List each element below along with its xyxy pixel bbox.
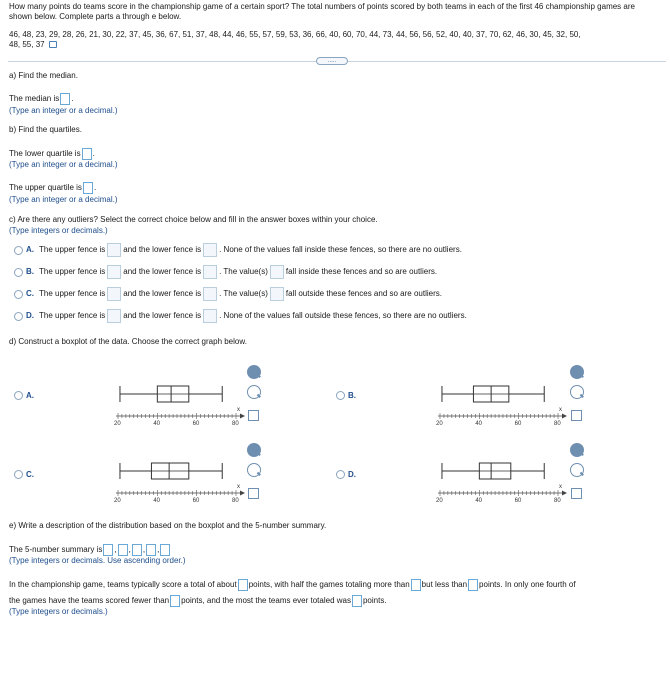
summary-input-4[interactable] xyxy=(146,544,156,556)
boxplot-d-letter: D. xyxy=(348,470,356,479)
outlier-option-c[interactable]: C. The upper fence is and the lower fence is . The value(s) fall outside these fences and so are outliers. xyxy=(14,287,442,301)
summary-input-5[interactable] xyxy=(160,544,170,556)
upper-quartile-prompt: The upper quartile is xyxy=(9,183,82,193)
lower-quartile-prompt: The lower quartile is xyxy=(9,149,81,159)
option-a-text: None of the values fall inside these fences, so there are no outliers. xyxy=(223,245,462,255)
zoom-in-icon-c[interactable] xyxy=(247,443,261,457)
option-c-lower-label: and the lower fence is xyxy=(123,289,202,299)
x-axis-symbol: x xyxy=(237,484,240,490)
tick-label: 60 xyxy=(514,421,522,427)
most-total-input[interactable] xyxy=(352,595,362,607)
option-a-upper-input[interactable] xyxy=(107,243,121,257)
option-c-text: fall outside these fences and so are outliers. xyxy=(285,289,442,299)
option-d-letter: D. xyxy=(26,311,34,321)
zoom-out-icon-a[interactable] xyxy=(247,385,261,399)
upper-quartile-input[interactable] xyxy=(83,182,93,194)
copy-data-icon[interactable] xyxy=(49,41,57,48)
zoom-out-icon-b[interactable] xyxy=(570,385,584,399)
enlarge-graph-icon-d[interactable] xyxy=(571,488,582,499)
part-b-label: b) Find the quartiles. xyxy=(9,125,82,134)
option-b-lower-input[interactable] xyxy=(203,265,217,279)
boxplot-graph-a xyxy=(110,378,250,428)
tick-label: 60 xyxy=(192,498,200,504)
data-values-line1: 46, 48, 23, 29, 28, 26, 21, 30, 22, 37, 45, 36, 67, 51, 37, 48, 44, 46, 55, 57, 59, 53, 36, 66, 40, 60, 70, 44, 73, 44, 56, 56, 52, 40, 40, 37, 70, 62, 46, 30, 45, 32, 50, xyxy=(9,30,581,39)
option-b-lower-label: and the lower fence is xyxy=(123,267,202,277)
zoom-in-icon-a[interactable] xyxy=(247,365,261,379)
option-d-radio[interactable] xyxy=(14,312,23,321)
boxplot-graph-d xyxy=(432,455,572,505)
description-text-6: points, and the most the teams ever totaled was xyxy=(181,596,351,606)
lower-quartile-input[interactable] xyxy=(82,148,92,160)
upper-quartile-hint: (Type an integer or a decimal.) xyxy=(9,195,118,204)
upper-quartile-row: The upper quartile is . xyxy=(9,183,97,193)
option-d-upper-label: The upper fence is xyxy=(39,311,106,321)
description-text-2: points, with half the games totaling more than xyxy=(248,580,410,590)
tick-label: 80 xyxy=(554,421,561,427)
x-axis-arrow xyxy=(240,414,245,419)
tick-label: 60 xyxy=(192,421,200,427)
boxplot-c-radio[interactable] xyxy=(14,470,23,479)
summary-sep-2: , xyxy=(128,545,131,555)
summary-sep-1: , xyxy=(114,545,117,555)
x-axis-arrow xyxy=(562,491,567,496)
option-a-lower-label: and the lower fence is xyxy=(123,245,202,255)
half-more-input[interactable] xyxy=(411,579,421,591)
option-c-values-input[interactable] xyxy=(270,287,284,301)
x-axis-symbol: x xyxy=(559,407,562,413)
enlarge-graph-icon-c[interactable] xyxy=(248,488,259,499)
boxplot-d-radio[interactable] xyxy=(336,470,345,479)
boxplot-option-c[interactable] xyxy=(14,470,39,480)
five-number-summary-row xyxy=(9,544,171,556)
boxplot-a-letter: A. xyxy=(26,391,34,400)
boxplot-graph-b xyxy=(432,378,572,428)
description-text-1: In the championship game, teams typically score a total of about xyxy=(9,580,237,590)
part-e-label: e) Write a description of the distribution based on the boxplot and the 5-number summary. xyxy=(9,521,327,530)
option-b-letter: B. xyxy=(26,267,34,277)
tick-label: 80 xyxy=(554,498,561,504)
outlier-option-a[interactable]: A. The upper fence is and the lower fence is . None of the values fall inside these fences, so there are no outliers. xyxy=(14,243,462,257)
part-c-hint: (Type integers or decimals.) xyxy=(9,226,108,235)
description-hint: (Type integers or decimals.) xyxy=(9,607,108,616)
part-a-label: a) Find the median. xyxy=(9,71,78,80)
option-b-upper-input[interactable] xyxy=(107,265,121,279)
option-d-upper-input[interactable] xyxy=(107,309,121,323)
option-c-upper-label: The upper fence is xyxy=(39,289,106,299)
fewer-than-input[interactable] xyxy=(170,595,180,607)
median-prompt: The median is xyxy=(9,94,60,104)
option-c-values-label: The value(s) xyxy=(223,289,268,299)
half-less-input[interactable] xyxy=(468,579,478,591)
enlarge-graph-icon-b[interactable] xyxy=(571,410,582,421)
option-d-lower-input[interactable] xyxy=(203,309,217,323)
x-axis-arrow xyxy=(240,491,245,496)
summary-input-1[interactable] xyxy=(103,544,113,556)
option-c-radio[interactable] xyxy=(14,290,23,299)
tick-label: 40 xyxy=(475,421,483,427)
option-d-lower-label: and the lower fence is xyxy=(123,311,202,321)
zoom-in-icon-d[interactable] xyxy=(570,443,584,457)
outlier-option-b[interactable]: B. The upper fence is and the lower fence is . The value(s) fall inside these fences and so are outliers. xyxy=(14,265,437,279)
description-text-7: points. xyxy=(362,596,387,606)
description-text-3: but less than xyxy=(421,580,468,590)
typical-total-input[interactable] xyxy=(238,579,248,591)
tick-label: 40 xyxy=(153,421,161,427)
five-number-prompt: The 5-number summary is xyxy=(9,545,103,555)
tick-label: 80 xyxy=(232,421,239,427)
zoom-out-icon-d[interactable] xyxy=(570,463,584,477)
part-d-label: d) Construct a boxplot of the data. Choose the correct graph below. xyxy=(9,337,247,346)
tick-label: 40 xyxy=(153,498,161,504)
description-line1 xyxy=(9,579,576,591)
option-b-values-label: The value(s) xyxy=(223,267,268,277)
expand-toggle-button[interactable]: ..... xyxy=(316,57,348,65)
tick-label: 20 xyxy=(436,421,443,427)
boxplot-a-radio[interactable] xyxy=(14,391,23,400)
option-c-letter: C. xyxy=(26,289,34,299)
boxplot-c-letter: C. xyxy=(26,470,34,479)
tick-label: 20 xyxy=(114,498,121,504)
part-c-label: c) Are there any outliers? Select the correct choice below and fill in the answer boxes within your choice. xyxy=(9,215,378,224)
tick-label: 40 xyxy=(475,498,483,504)
description-text-4: points. In only one fourth of xyxy=(479,580,576,590)
median-hint: (Type an integer or a decimal.) xyxy=(9,106,118,115)
zoom-in-icon-b[interactable] xyxy=(570,365,584,379)
summary-sep-3: , xyxy=(142,545,146,555)
lower-quartile-row: The lower quartile is . xyxy=(9,149,95,159)
option-b-upper-label: The upper fence is xyxy=(39,267,106,277)
outlier-option-d[interactable]: D. The upper fence is and the lower fence is . None of the values fall outside these fences, so there are no outliers. xyxy=(14,309,467,323)
lower-quartile-hint: (Type an integer or a decimal.) xyxy=(9,160,118,169)
summary-input-2[interactable] xyxy=(118,544,128,556)
x-axis-arrow xyxy=(562,414,567,419)
boxplot-b-radio[interactable] xyxy=(336,391,345,400)
option-d-text: None of the values fall outside these fences, so there are no outliers. xyxy=(223,311,467,321)
question-intro: How many points do teams score in the championship game of a certain sport? The total numbers of points scored by both teams in each of the first 46 championship games are shown below. Complete parts a through e below. xyxy=(9,2,635,21)
option-c-upper-input[interactable] xyxy=(107,287,121,301)
tick-label: 20 xyxy=(436,498,443,504)
option-a-lower-input[interactable] xyxy=(203,243,217,257)
option-a-radio[interactable] xyxy=(14,246,23,255)
option-b-text: fall inside these fences and so are outliers. xyxy=(285,267,438,277)
median-row: The median is . xyxy=(9,94,74,104)
x-axis-symbol: x xyxy=(237,407,240,413)
data-values-line2: 48, 55, 37 xyxy=(9,40,45,49)
boxplot-option-d[interactable] xyxy=(336,470,361,480)
boxplot-graph-c xyxy=(110,455,250,505)
five-number-hint: (Type integers or decimals. Use ascending order.) xyxy=(9,556,186,565)
boxplot-option-a[interactable] xyxy=(14,391,39,401)
data-values xyxy=(9,30,659,50)
zoom-out-icon-c[interactable] xyxy=(247,463,261,477)
tick-label: 80 xyxy=(232,498,239,504)
summary-sep-4: , xyxy=(157,545,160,555)
option-c-lower-input[interactable] xyxy=(203,287,217,301)
description-text-5: the games have the teams scored fewer than xyxy=(9,596,170,606)
summary-input-3[interactable] xyxy=(132,544,142,556)
option-a-upper-label: The upper fence is xyxy=(39,245,106,255)
tick-label: 60 xyxy=(514,498,522,504)
boxplot-b-letter: B. xyxy=(348,391,356,400)
description-line2 xyxy=(9,595,387,607)
option-b-radio[interactable] xyxy=(14,268,23,277)
boxplot-option-b[interactable] xyxy=(336,391,361,401)
option-a-letter: A. xyxy=(26,245,34,255)
x-axis-symbol: x xyxy=(559,484,562,490)
enlarge-graph-icon-a[interactable] xyxy=(248,410,259,421)
option-b-values-input[interactable] xyxy=(270,265,284,279)
tick-label: 20 xyxy=(114,421,121,427)
median-input[interactable] xyxy=(60,93,70,105)
